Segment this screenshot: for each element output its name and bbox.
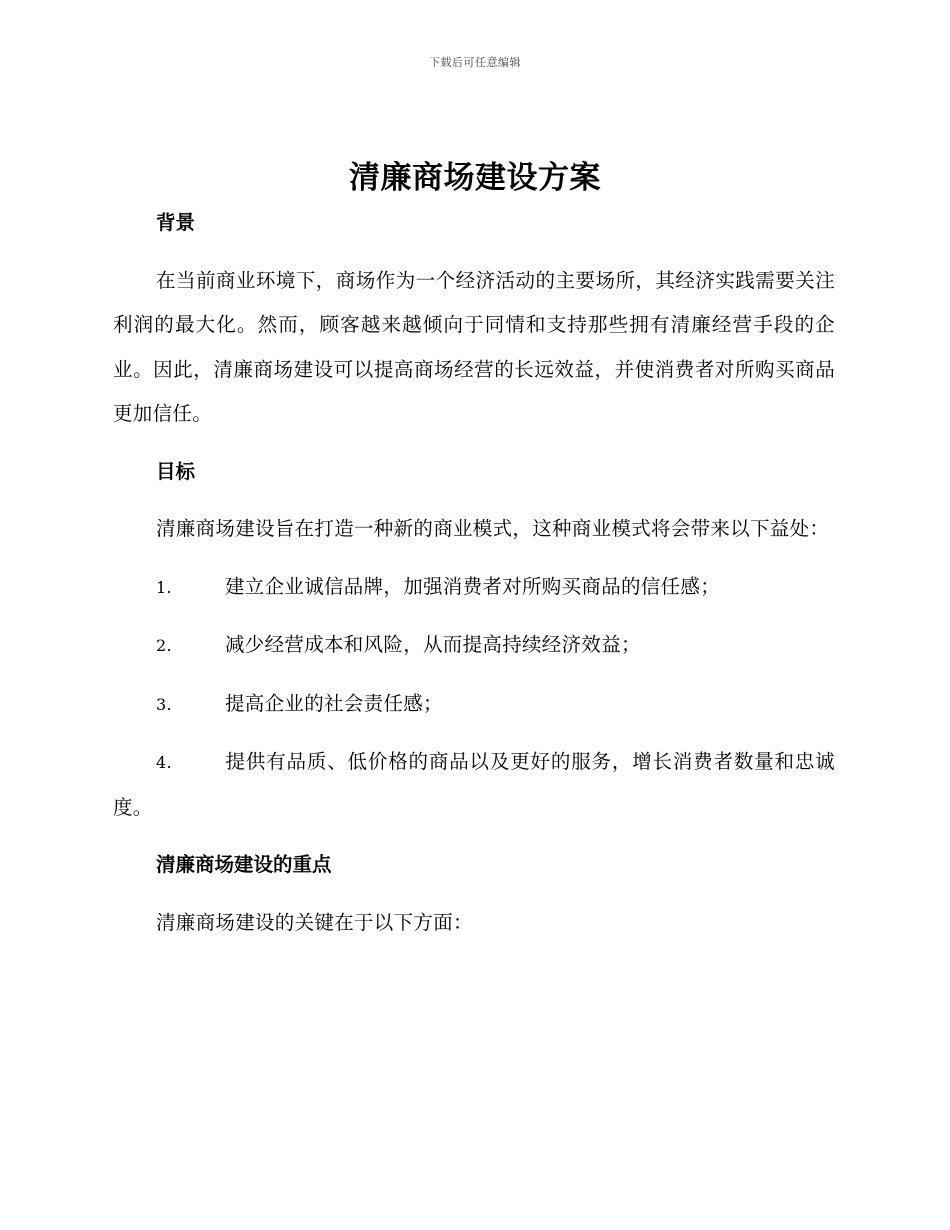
background-paragraph: 在当前商业环境下，商场作为一个经济活动的主要场所，其经济实践需要关注利润的最大化。然而，顾客越来越倾向于同情和支持那些拥有清廉经营手段的企业。因此，清廉商场建设可以提高商场经营的长远效益，并使消费者对所购买商品更加信任。 — [113, 268, 835, 425]
goal-paragraph: 清廉商场建设旨在打造一种新的商业模式，这种商业模式将会带来以下益处： — [156, 517, 830, 540]
document-body — [113, 201, 835, 945]
list-item — [113, 623, 835, 669]
list-item — [113, 740, 835, 830]
list-number: 3. — [156, 694, 172, 714]
list-item-text: 提高企业的社会责任感； — [225, 691, 443, 715]
list-item-text: 减少经营成本和风险，从而提高持续经济效益； — [225, 633, 641, 656]
list-number: 1. — [156, 577, 172, 597]
list-item-text: 建立企业诚信品牌，加强消费者对所购买商品的信任感； — [225, 574, 721, 598]
section-heading-goal: 目标 — [156, 459, 196, 483]
list-item — [113, 682, 835, 728]
list-number: 4. — [156, 753, 172, 772]
header-note: 下载后可任意编辑 — [429, 56, 521, 69]
section-heading-focus: 清廉商场建设的重点 — [156, 853, 332, 876]
document-title: 清廉商场建设方案 — [349, 160, 601, 196]
focus-paragraph: 清廉商场建设的关键在于以下方面： — [156, 910, 473, 934]
list-item — [113, 565, 835, 611]
list-number: 2. — [156, 636, 172, 655]
section-heading-background: 背景 — [156, 211, 196, 234]
list-item-text: 提供有品质、低价格的商品以及更好的服务，增长消费者数量和忠诚度。 — [113, 750, 835, 819]
